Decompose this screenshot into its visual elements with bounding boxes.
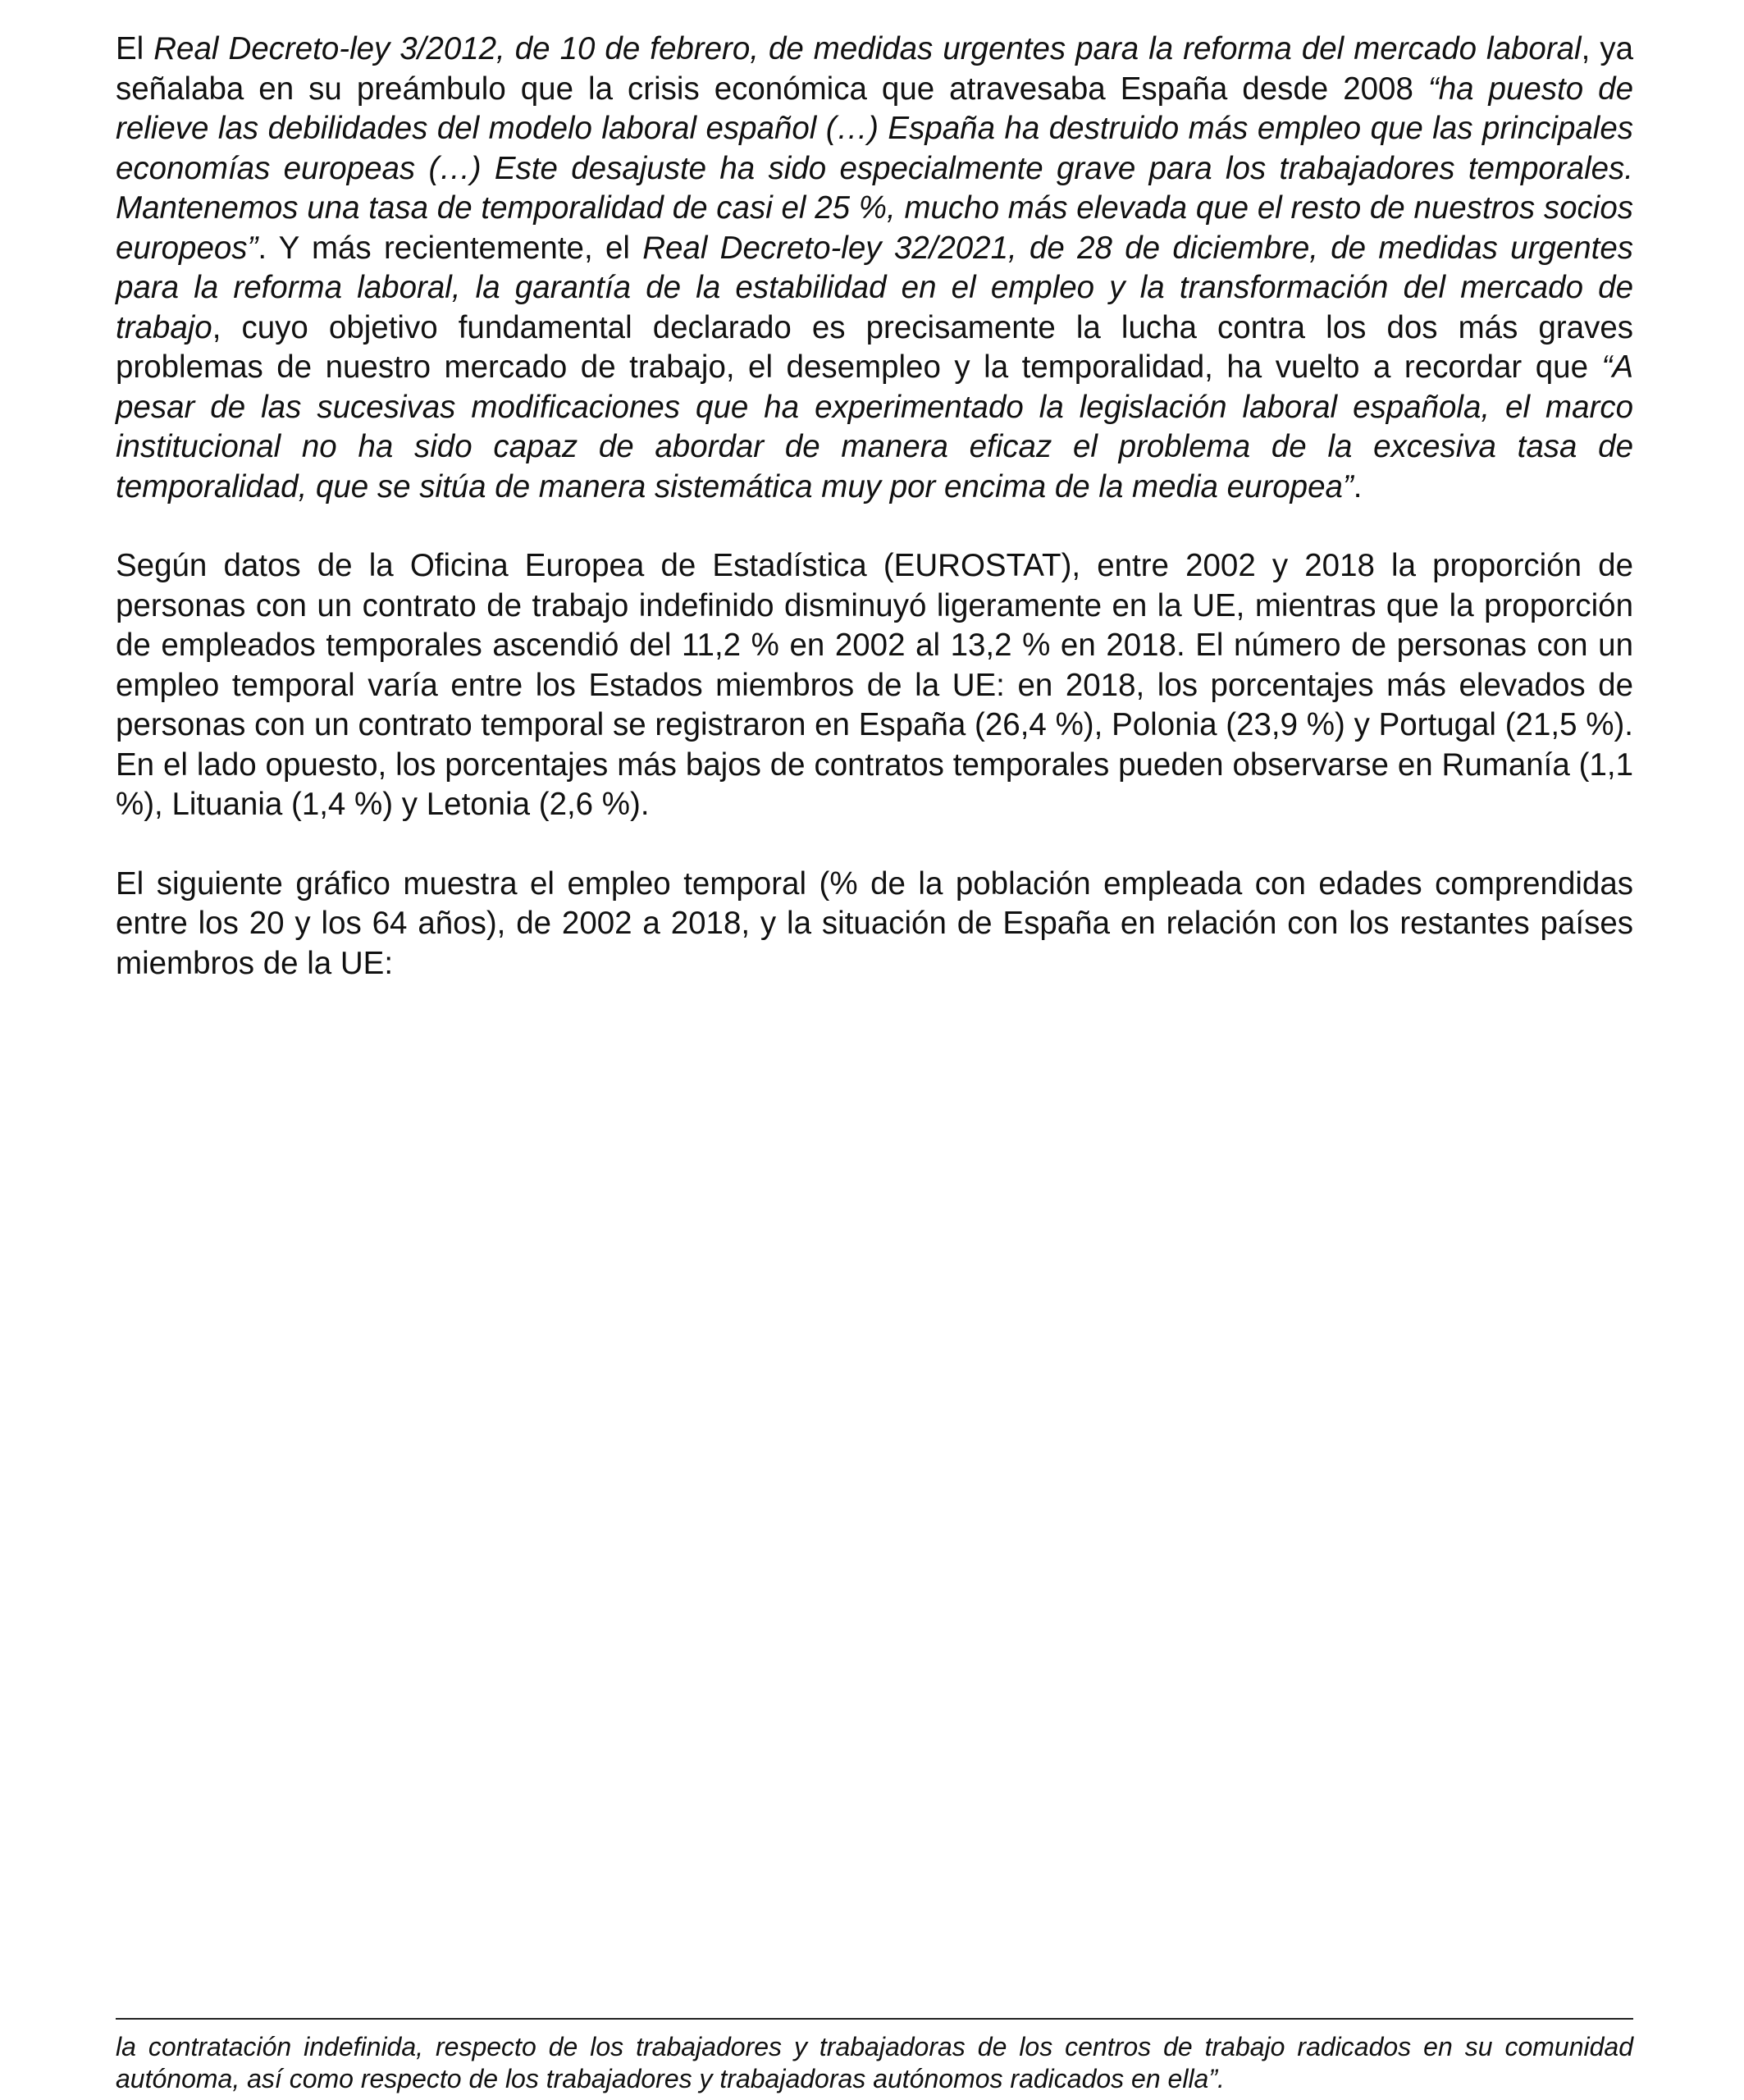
quote-preamble-2012: “ha puesto de relieve las debilidades del modelo laboral español (…) España ha destruido más empleo que las principales economías europeas (…) Este desajuste ha sido especialmente grave para los trabajadores temporales. Mantenemos una tasa de temporalidad de casi el 25 %, mucho más elevada que el resto de nuestros socios europeos” <box>116 71 1633 266</box>
text-run: , cuyo objetivo fundamental declarado es precisamente la lucha contra los dos más graves problemas de nuestro mercado de trabajo, el desempleo y la temporalidad, ha vuelto a recordar que <box>116 309 1633 385</box>
footnote-text: la contratación indefinida, respecto de los trabajadores y trabajadoras de los centros de trabajo radicados en su comunidad autónoma, así como respecto de los trabajadores y trabajadoras autónomos radicados en ella”. <box>116 2032 1633 2093</box>
law-title-2021: Real Decreto-ley 32/2021, de 28 de diciembre, de medidas urgentes para la reforma laboral, la garantía de la estabilidad en el empleo y la transformación del mercado de trabajo <box>116 230 1633 345</box>
footnote-separator <box>116 2018 1633 2020</box>
quote-preamble-2021: “A pesar de las sucesivas modificaciones que ha experimentado la legislación laboral española, el marco institucional no ha sido capaz de abordar de manera eficaz el problema de la excesiva tasa de temporalidad, que se sitúa de manera sistemática muy por encima de la media europea” <box>116 349 1633 504</box>
law-title-2012: Real Decreto-ley 3/2012, de 10 de febrero, de medidas urgentes para la reforma del mercado laboral <box>153 31 1582 66</box>
text-run: . Y más recientemente, el <box>258 230 643 266</box>
text-run: El <box>116 31 154 66</box>
text-run: , ya señalaba en su preámbulo que la crisis económica que atravesaba España desde 2008 <box>116 31 1633 107</box>
text-run: . <box>1353 468 1363 504</box>
paragraph-eurostat: Según datos de la Oficina Europea de Estadística (EUROSTAT), entre 2002 y 2018 la proporción de personas con un contrato de trabajo indefinido disminuyó ligeramente en la UE, mientras que la proporción de empleados temporales ascendió del 11,2 % en 2002 al 13,2 % en 2018. El número de personas con un empleo temporal varía entre los Estados miembros de la UE: en 2018, los porcentajes más elevados de personas con un contrato temporal se registraron en España (26,4 %), Polonia (23,9 %) y Portugal (21,5 %). En el lado opuesto, los porcentajes más bajos de contratos temporales pueden observarse en Rumanía (1,1 %), Lituania (1,4 %) y Letonia (2,6 %). <box>116 548 1633 822</box>
paragraph-chart-intro: El siguiente gráfico muestra el empleo temporal (% de la población empleada con edades comprendidas entre los 20 y los 64 años), de 2002 a 2018, y la situación de España en relación con los restantes países miembros de la UE: <box>116 865 1633 981</box>
paragraph-decreto-ley <box>116 30 1633 507</box>
document-body <box>116 30 1633 984</box>
